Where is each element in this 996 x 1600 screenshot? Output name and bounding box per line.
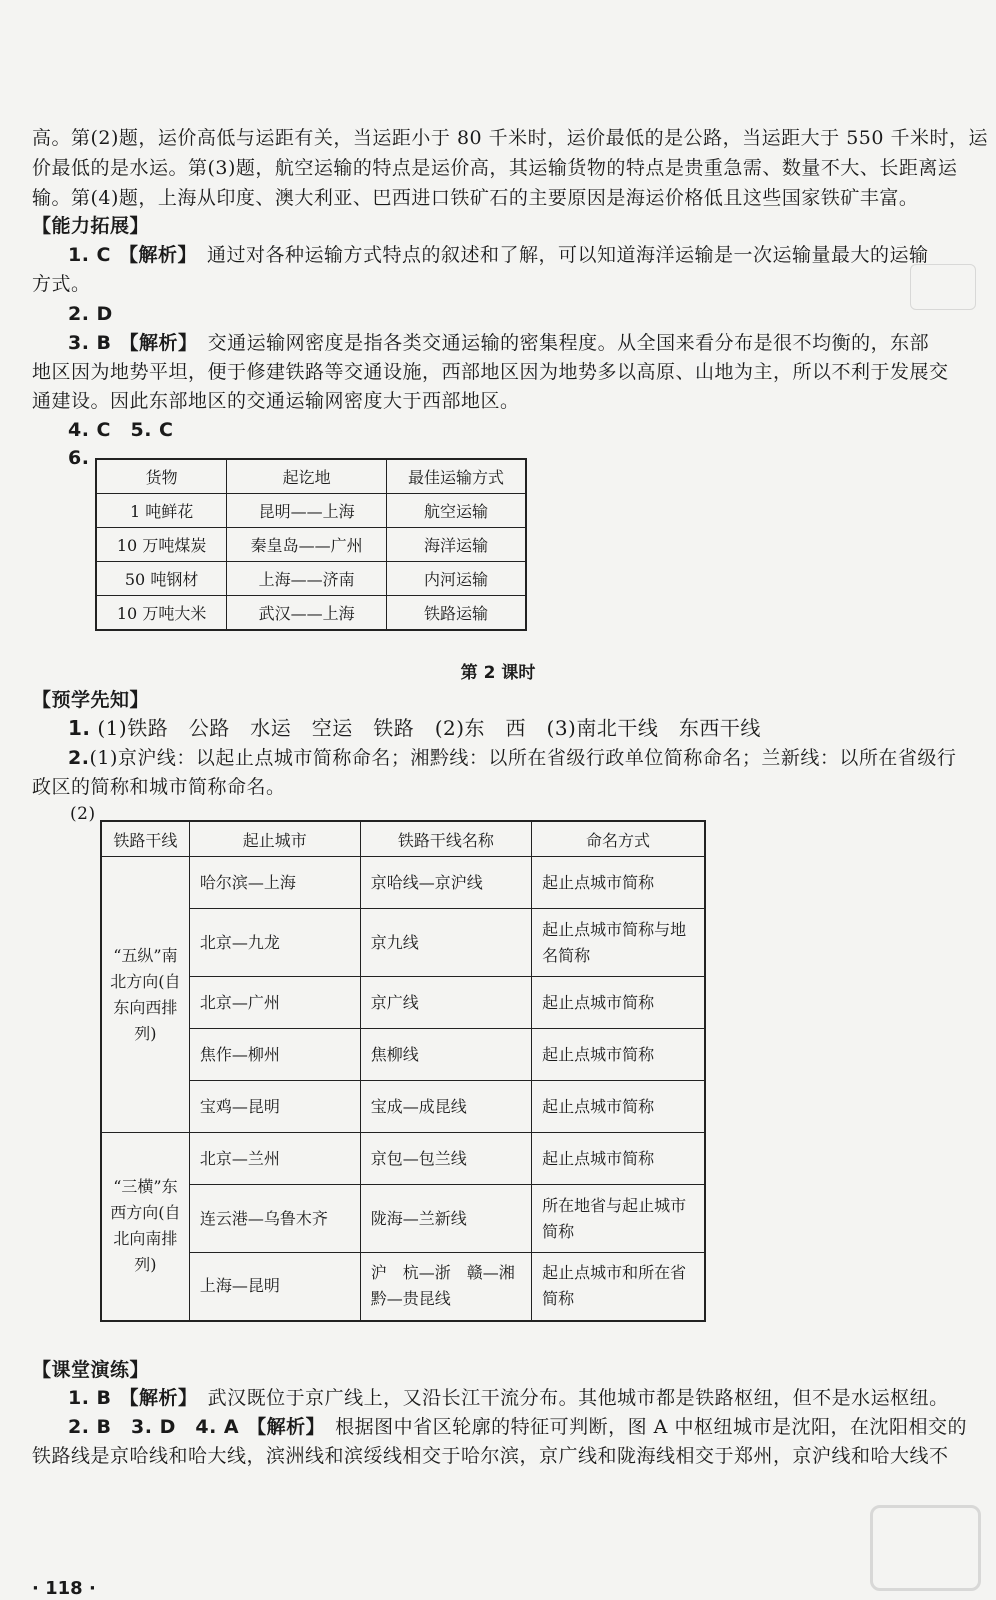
watermark-stamp-icon: [910, 264, 976, 310]
table-header-row: [101, 821, 705, 857]
answer-number: 2.: [68, 747, 90, 769]
table-row: [101, 1081, 705, 1133]
table-cell: 起止点城市简称: [532, 1133, 705, 1185]
answer-text: 通过对各种运输方式特点的叙述和了解，可以知道海洋运输是一次运输量最大的运输: [207, 244, 929, 266]
table-header-cell: 铁路干线: [101, 821, 189, 857]
text-line: 通建设。因此东部地区的交通运输网密度大于西部地区。: [32, 390, 520, 412]
table-cell: 连云港—乌鲁木齐: [189, 1185, 360, 1253]
table-cell: 京包—包兰线: [360, 1133, 531, 1185]
table-row: [101, 1029, 705, 1081]
table-header-cell: 起讫地: [227, 459, 387, 494]
answer-number: 1. B: [68, 1387, 112, 1409]
answer-item: [68, 329, 977, 357]
table-row: [101, 909, 705, 977]
text-line: 高。第(2)题，运价高低与运距有关，当运距小于 80 千米时，运价最低的是公路，当运距大于 550 千米时，运: [32, 127, 989, 149]
table-cell: 焦作—柳州: [189, 1029, 360, 1081]
table-cell: 起止点城市简称: [532, 1081, 705, 1133]
table-cell: 起止点城市和所在省简称: [532, 1253, 705, 1321]
railway-table: [100, 820, 706, 1322]
table-cell: 北京—九龙: [189, 909, 360, 977]
watermark-logo-icon: [870, 1505, 981, 1591]
answer-text: (1)京沪线：以起止点城市简称命名；湘黔线：以所在省级行政单位简称命名；兰新线：以所在省级行: [89, 747, 957, 769]
table-header-cell: 起止城市: [189, 821, 360, 857]
table-row: [96, 596, 526, 631]
text-line: 方式。: [32, 273, 91, 295]
table-cell: 所在地省与起止城市简称: [532, 1185, 705, 1253]
table-cell: 铁路运输: [387, 596, 526, 631]
answer-number: 1.: [68, 716, 91, 740]
table-row: [101, 977, 705, 1029]
answer-item: [68, 744, 977, 772]
sub-label: (2): [70, 804, 96, 824]
table-cell: 海洋运输: [387, 528, 526, 562]
table-row: [101, 1133, 705, 1185]
table-cell: 宝成—成昆线: [360, 1081, 531, 1133]
table-row: [101, 857, 705, 909]
section-heading-ability: 【能力拓展】: [32, 215, 150, 237]
table-cell: 昆明——上海: [227, 494, 387, 528]
text-line: 地区因为地势平坦，便于修建铁路等交通设施，西部地区因为地势多以高原、山地为主，所以不利于发展交: [32, 361, 949, 383]
group-cell: “五纵”南北方向(自东向西排列): [101, 857, 189, 1133]
table-row: [96, 528, 526, 562]
text-line: 输。第(4)题，上海从印度、澳大利亚、巴西进口铁矿石的主要原因是海运价格低且这些国家铁矿丰富。: [32, 187, 919, 209]
answer-text: 武汉既位于京广线上，又沿长江干流分布。其他城市都是铁路枢纽，但不是水运枢纽。: [207, 1387, 949, 1409]
answer-item: [68, 714, 977, 742]
section-heading-preview: 【预学先知】: [32, 689, 150, 711]
answer-number: 4. C 5. C: [68, 419, 174, 441]
table-cell: 沪 杭—浙 赣—湘黔—贵昆线: [360, 1253, 531, 1321]
section-heading-class: 【课堂演练】: [32, 1359, 150, 1381]
table-header-cell: 命名方式: [532, 821, 705, 857]
table-cell: 北京—兰州: [189, 1133, 360, 1185]
analysis-tag: 【解析】: [119, 332, 198, 354]
table-row: [96, 494, 526, 528]
text-line: 铁路线是京哈线和哈大线，滨洲线和滨绥线相交于哈尔滨，京广线和陇海线相交于郑州，京沪线和哈大线不: [32, 1445, 949, 1467]
table-cell: 京广线: [360, 977, 531, 1029]
table-cell: 50 吨钢材: [96, 562, 227, 596]
table-cell: 10 万吨大米: [96, 596, 227, 631]
answer-number: 6.: [68, 447, 90, 469]
group-cell: “三横”东西方向(自北向南排列): [101, 1133, 189, 1321]
transport-table: [95, 458, 527, 631]
table-cell: 武汉——上海: [227, 596, 387, 631]
table-cell: 宝鸡—昆明: [189, 1081, 360, 1133]
table-header-row: [96, 459, 526, 494]
table-header-cell: 货物: [96, 459, 227, 494]
table-cell: 上海—昆明: [189, 1253, 360, 1321]
table-cell: 起止点城市简称: [532, 1029, 705, 1081]
answer-item: [68, 241, 977, 269]
analysis-tag: 【解析】: [119, 244, 198, 266]
table-cell: 1 吨鲜花: [96, 494, 227, 528]
table-cell: 上海——济南: [227, 562, 387, 596]
table-cell: 起止点城市简称: [532, 977, 705, 1029]
table-cell: 焦柳线: [360, 1029, 531, 1081]
lesson-title: 第 2 课时: [460, 663, 536, 683]
analysis-tag: 【解析】: [247, 1416, 326, 1438]
table-cell: 北京—广州: [189, 977, 360, 1029]
table-cell: 起止点城市简称与地名简称: [532, 909, 705, 977]
page-number: · 118 ·: [32, 1578, 96, 1599]
table-cell: 哈尔滨—上海: [189, 857, 360, 909]
table-cell: 陇海—兰新线: [360, 1185, 531, 1253]
text-line: 价最低的是水运。第(3)题，航空运输的特点是运价高，其运输货物的特点是贵重急需、数量不大、长距离运: [32, 157, 958, 179]
table-row: [101, 1185, 705, 1253]
answer-text: (1)铁路 公路 水运 空运 铁路 (2)东 西 (3)南北干线 东西干线: [97, 716, 761, 740]
table-row: [101, 1253, 705, 1321]
table-cell: 秦皇岛——广州: [227, 528, 387, 562]
table-cell: 京九线: [360, 909, 531, 977]
answer-number: 2. B 3. D 4. A: [68, 1416, 240, 1438]
analysis-tag: 【解析】: [119, 1387, 198, 1409]
table-header-cell: 铁路干线名称: [360, 821, 531, 857]
answer-number: 1. C: [68, 244, 111, 266]
text-line: 政区的简称和城市简称命名。: [32, 776, 286, 798]
table-cell: 航空运输: [387, 494, 526, 528]
answer-number: 2. D: [68, 303, 113, 325]
answer-item: [68, 1413, 977, 1441]
table-header-cell: 最佳运输方式: [387, 459, 526, 494]
table-row: [96, 562, 526, 596]
table-cell: 起止点城市简称: [532, 857, 705, 909]
table-cell: 京哈线—京沪线: [360, 857, 531, 909]
table-cell: 10 万吨煤炭: [96, 528, 227, 562]
answer-number: 3. B: [68, 332, 112, 354]
answer-text: 根据图中省区轮廓的特征可判断，图 A 中枢纽城市是沈阳，在沈阳相交的: [335, 1416, 967, 1438]
table-cell: 内河运输: [387, 562, 526, 596]
answer-text: 交通运输网密度是指各类交通运输的密集程度。从全国来看分布是很不均衡的，东部: [207, 332, 930, 354]
answer-item: [68, 1384, 977, 1412]
